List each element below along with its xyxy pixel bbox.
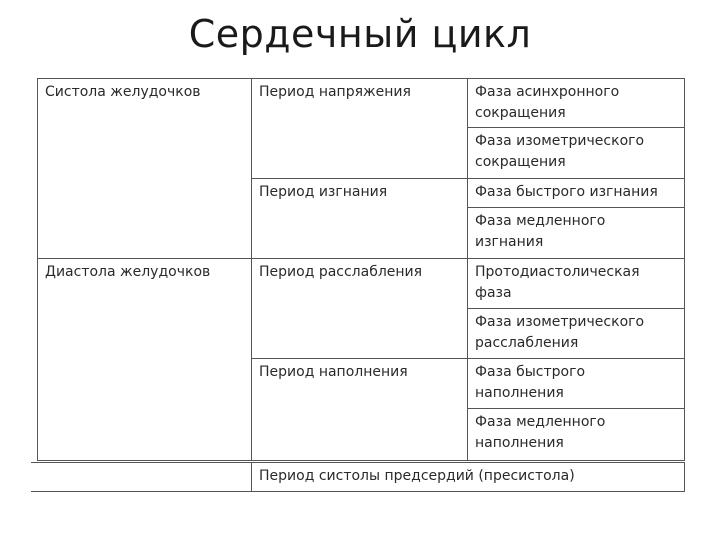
atrial-row-right-border: [684, 462, 685, 492]
phase-fast-filling: Фаза быстрого наполнения: [475, 364, 586, 401]
period-filling: Период наполнения: [259, 364, 408, 380]
period-ejection: Период изгнания: [259, 184, 388, 200]
phase-asynchronous-contraction: Фаза асинхронного сокращения: [475, 84, 620, 121]
period-relaxation: Период расслабления: [259, 264, 423, 280]
period-atrial-systole: Период систолы предсердий (пресистола): [259, 468, 575, 484]
phase-fast-ejection: Фаза быстрого изгнания: [475, 184, 658, 200]
phase-protodiastolic: Протодиастолическая фаза: [475, 264, 640, 301]
page-title: Сердечный цикл: [188, 12, 532, 56]
phase-slow-filling: Фаза медленного наполнения: [475, 414, 606, 451]
diastole-label: Диастола желудочков: [45, 264, 211, 280]
phase-isometric-relaxation: Фаза изометрического расслабления: [475, 314, 645, 351]
atrial-row-bottom-border: [31, 491, 685, 492]
table-bottom-border: [37, 460, 685, 461]
systole-label: Систола желудочков: [45, 84, 201, 100]
phase-slow-ejection: Фаза медленного изгнания: [475, 213, 606, 250]
table-right-border: [684, 78, 685, 461]
phase-isometric-contraction: Фаза изометрического сокращения: [475, 133, 645, 170]
period-tension: Период напряжения: [259, 84, 411, 100]
